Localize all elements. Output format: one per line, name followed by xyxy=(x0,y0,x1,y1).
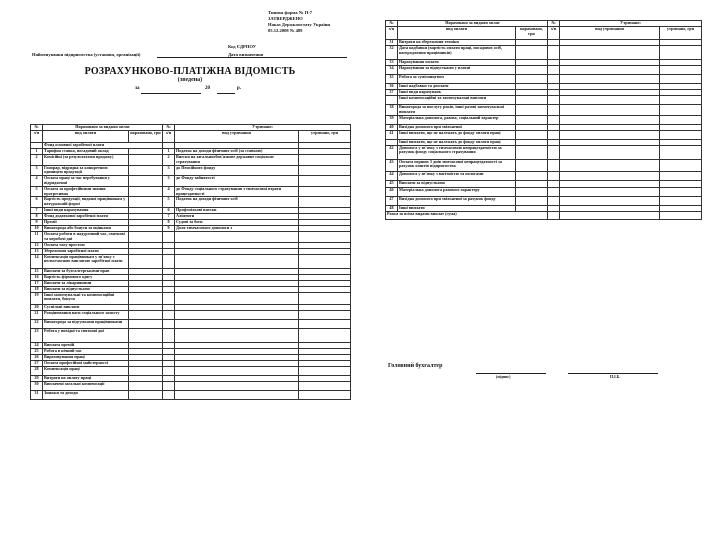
total-empty-cell xyxy=(560,211,660,219)
left-head-ded-no2: з/п xyxy=(163,131,175,143)
deduction-number: 4 xyxy=(163,186,175,197)
accrual-amount-cell[interactable] xyxy=(516,66,548,75)
accrual-type: Винагорода або бонуси за оцінками xyxy=(43,225,129,231)
deduction-number xyxy=(548,105,560,116)
deduction-number: 2 xyxy=(163,155,175,166)
deduction-type xyxy=(175,254,299,268)
signature-line[interactable] xyxy=(476,373,546,374)
table-row xyxy=(386,171,702,180)
row-number: 27 xyxy=(31,360,43,366)
row-number xyxy=(386,96,398,105)
table-row xyxy=(31,310,351,319)
deduction-amount-cell[interactable] xyxy=(660,130,702,139)
approved-line: ЗАТВЕРДЖЕНО xyxy=(268,16,303,21)
right-head-deduction-type: вид утримання xyxy=(560,27,660,40)
row-number: 11 xyxy=(31,231,43,242)
accrual-type: Вихідна допомога при звільненні за рахунок фонду xyxy=(398,196,516,205)
table-row xyxy=(386,159,702,171)
accrual-type: Допомога у зв'язку з тимчасовою непрацездатністю за рахунок фонду соціального страхування xyxy=(398,145,516,159)
order-date-line: 05.12.2008 № 489 xyxy=(268,28,303,33)
accrual-type: Виплати за відпустками xyxy=(43,286,129,292)
accrual-type: Комісійні (за результатами продажу) xyxy=(43,155,129,166)
row-number: 1 xyxy=(31,149,43,155)
deduction-type xyxy=(560,180,660,187)
row-number: 46 xyxy=(386,187,398,196)
left-head-accrual-type: вид оплати xyxy=(43,131,129,143)
deduction-amount-cell[interactable] xyxy=(299,390,351,399)
period-prefix: за xyxy=(135,86,140,91)
deduction-type xyxy=(175,366,299,375)
row-number: 28 xyxy=(31,366,43,375)
accrual-type: Винагорода за підсумками працівниками xyxy=(43,319,129,328)
table-row xyxy=(31,292,351,304)
deduction-number xyxy=(163,366,175,375)
deduction-amount-cell[interactable] xyxy=(660,180,702,187)
deduction-type xyxy=(175,292,299,304)
table-row xyxy=(31,366,351,375)
accrual-type: Вихідна допомога при звільненні xyxy=(398,124,516,130)
accrual-amount-cell[interactable] xyxy=(129,319,163,328)
accrual-amount-cell[interactable] xyxy=(516,130,548,139)
deduction-number xyxy=(163,381,175,390)
deduction-amount-cell[interactable] xyxy=(299,292,351,304)
accrual-type: Інші виплати xyxy=(398,205,516,211)
deduction-number: 3 xyxy=(163,176,175,187)
form-reference-note xyxy=(268,10,358,34)
accrual-amount-cell[interactable] xyxy=(516,75,548,84)
accrual-type: Витрати на збереження техніки xyxy=(398,40,516,46)
document-title: РОЗРАХУНКОВО-ПЛАТІЖНА ВІДОМІСТЬ xyxy=(84,66,296,77)
left-payroll-table xyxy=(30,124,351,400)
accrual-amount-cell[interactable] xyxy=(129,155,163,166)
accrual-type: Оплата професійної майстерності xyxy=(43,360,129,366)
accrual-type: Нарахування оплати xyxy=(398,60,516,66)
accrual-type: Вираховування праці xyxy=(43,354,129,360)
deduction-amount-cell[interactable] xyxy=(660,75,702,84)
accrual-type: Фонд додаткової заробітної плати xyxy=(43,213,129,219)
row-number: 35 xyxy=(386,75,398,84)
deduction-number xyxy=(548,115,560,124)
accrual-type: Компенсація працівникам у зв'язку з несвоєчасною виплатою заробітної плати xyxy=(43,254,129,268)
table-row xyxy=(386,187,702,196)
table-row xyxy=(386,180,702,187)
deduction-number: 6 xyxy=(163,207,175,213)
row-number: 31 xyxy=(386,40,398,46)
right-head-no: № xyxy=(386,21,398,27)
left-head-deducted-group: Утримано: xyxy=(175,125,351,131)
accrual-amount-cell[interactable] xyxy=(516,159,548,171)
accrual-type: Інші компенсаційні та заохочувальні виплати xyxy=(398,96,516,105)
deduction-number xyxy=(548,130,560,139)
deduction-amount-cell[interactable] xyxy=(660,96,702,105)
deduction-amount-cell[interactable] xyxy=(299,381,351,390)
row-number: 9 xyxy=(31,219,43,225)
deduction-type xyxy=(560,115,660,124)
table-row xyxy=(31,381,351,390)
form-number-line: Типова форма № П-7 xyxy=(268,10,313,15)
right-head-no2: з/п xyxy=(386,27,398,40)
deduction-type xyxy=(175,328,299,342)
deduction-number: 1 xyxy=(163,149,175,155)
deduction-amount-cell[interactable] xyxy=(660,196,702,205)
signature-block xyxy=(388,363,698,383)
accrual-amount-cell[interactable] xyxy=(516,180,548,187)
accrual-type: Нарахування за відпустками у платні xyxy=(398,66,516,75)
deduction-type: Внески на загальнообов'язкове державне соціальне страхування xyxy=(175,155,299,166)
row-number: 5 xyxy=(31,186,43,197)
deduction-type xyxy=(560,46,660,60)
row-number: 30 xyxy=(31,381,43,390)
deduction-type: до Пенсійного фонду xyxy=(175,165,299,176)
row-number: 34 xyxy=(386,66,398,75)
row-number: 37 xyxy=(386,90,398,96)
section-label: Фонд основної заробітної плати xyxy=(43,143,163,149)
table-row xyxy=(31,155,351,166)
row-number: 36 xyxy=(386,84,398,90)
row-number: 19 xyxy=(31,292,43,304)
accrual-type: Виплати за лікарняними xyxy=(43,280,129,286)
period-line xyxy=(135,86,255,94)
accrual-amount-cell[interactable] xyxy=(516,105,548,116)
deduction-type xyxy=(175,381,299,390)
row-number: 39 xyxy=(386,115,398,124)
period-year-field[interactable] xyxy=(217,93,235,94)
row-number: 32 xyxy=(386,46,398,60)
deduction-type xyxy=(560,196,660,205)
accrual-type: Матеріальна допомога, разова, соціальний характер xyxy=(398,115,516,124)
left-head-deduction-amount: утримано, грн xyxy=(299,131,351,143)
row-number: 12 xyxy=(31,242,43,248)
table-row xyxy=(31,319,351,328)
accrual-amount-cell[interactable] xyxy=(129,186,163,197)
accrual-type: Виплачені загальні компенсації xyxy=(43,381,129,390)
date-label: Дата визначення xyxy=(228,52,264,57)
accrual-type: Оплата за професійними знання прогресивна xyxy=(43,186,129,197)
row-number: 8 xyxy=(31,213,43,219)
edrpou-code-label: Код ЄДРПОУ xyxy=(228,44,257,49)
row-number: 15 xyxy=(31,268,43,274)
row-number: 6 xyxy=(31,197,43,208)
total-deduction-amount-cell[interactable] xyxy=(660,211,702,219)
chief-accountant-caption: Головний бухгалтер xyxy=(388,363,443,369)
table-row xyxy=(386,46,702,60)
accrual-type: Виплати за відпустками xyxy=(398,180,516,187)
deduction-number xyxy=(548,180,560,187)
row-number: 43 xyxy=(386,159,398,171)
row-number: 44 xyxy=(386,171,398,180)
accrual-amount-cell[interactable] xyxy=(516,196,548,205)
deduction-amount-cell[interactable] xyxy=(299,366,351,375)
accrual-type: Інші виплати, що не належать до фонду оплати праці xyxy=(398,139,516,145)
deduction-type xyxy=(560,105,660,116)
total-row xyxy=(386,211,702,219)
row-number: 40 xyxy=(386,124,398,130)
row-number: 33 xyxy=(386,60,398,66)
table-row xyxy=(31,186,351,197)
deduction-amount-cell[interactable] xyxy=(299,310,351,319)
right-head-accrual-amount: нараховано, грн xyxy=(516,27,548,40)
accrual-type: Вартість фірмового одягу xyxy=(43,274,129,280)
table-row xyxy=(31,176,351,187)
accrual-type: Інші види нарахувань xyxy=(398,90,516,96)
deduction-type xyxy=(560,145,660,159)
deduction-type xyxy=(560,96,660,105)
deduction-type: до Фонду зайнятості xyxy=(175,176,299,187)
right-head-ded-no2: з/п xyxy=(548,27,560,40)
right-head-deduction-amount: утримано, грн xyxy=(660,27,702,40)
full-name-caption: П.І.Б. xyxy=(610,374,621,379)
deduction-number xyxy=(163,231,175,242)
left-head-accrual-amount: нараховано, грн xyxy=(129,131,163,143)
deduction-amount-cell[interactable] xyxy=(660,145,702,159)
deduction-number xyxy=(548,159,560,171)
accrual-amount-cell[interactable] xyxy=(129,390,163,399)
accrual-type: Вартість продукції, виданої працівникам у натуральній формі xyxy=(43,197,129,208)
accrual-amount-cell[interactable] xyxy=(516,96,548,105)
right-payroll-table xyxy=(385,20,702,220)
accrual-amount-cell[interactable] xyxy=(516,187,548,196)
accrual-type: Оплата праці за час перебування у відрядженні xyxy=(43,176,129,187)
deduction-number xyxy=(548,66,560,75)
deduction-type: Податок на доходи фізичних осіб (за ставкою) xyxy=(175,149,299,155)
deduction-amount-cell[interactable] xyxy=(660,66,702,75)
table-row xyxy=(386,105,702,116)
left-head-ded-no: № xyxy=(163,125,175,131)
right-head-accrual-type: вид оплати xyxy=(398,27,516,40)
deduction-number xyxy=(548,171,560,180)
row-number: 10 xyxy=(31,225,43,231)
accrual-type: Компенсація праці xyxy=(43,366,129,375)
accrual-type: Витрати на оплату праці xyxy=(43,375,129,381)
left-head-deduction-type: вид утримання xyxy=(175,131,299,143)
deduction-number xyxy=(163,254,175,268)
accrual-type: Премії xyxy=(43,219,129,225)
accrual-type: Виплата премій xyxy=(43,342,129,348)
accrual-type: Матеріальна допомога разового характеру xyxy=(398,187,516,196)
deduction-amount-cell[interactable] xyxy=(660,105,702,116)
row-number: 29 xyxy=(31,375,43,381)
period-suffix: р. xyxy=(237,86,242,91)
deduction-type xyxy=(175,319,299,328)
deduction-amount-cell[interactable] xyxy=(660,46,702,60)
deduction-amount-cell[interactable] xyxy=(299,176,351,187)
deduction-number xyxy=(163,310,175,319)
right-head-ded-no: № xyxy=(548,21,560,27)
deduction-number xyxy=(548,75,560,84)
left-head-no2: з/п xyxy=(31,131,43,143)
deduction-number: 9 xyxy=(163,225,175,231)
table-row xyxy=(31,165,351,176)
deduction-type xyxy=(175,231,299,242)
deduction-amount-cell[interactable] xyxy=(299,328,351,342)
row-number: 4 xyxy=(31,176,43,187)
deduction-number: 8 xyxy=(163,219,175,225)
deduction-number xyxy=(548,96,560,105)
accrual-type: Суспільні виплати xyxy=(43,304,129,310)
row-number: 16 xyxy=(31,274,43,280)
row-number: 47 xyxy=(386,196,398,205)
table-row xyxy=(31,197,351,208)
period-year: 20 xyxy=(205,86,210,91)
left-head-accrued-group: Нараховано за видами оплат xyxy=(43,125,163,131)
row-number: 18 xyxy=(31,286,43,292)
deduction-number: 3 xyxy=(163,165,175,176)
deduction-amount-cell[interactable] xyxy=(299,197,351,208)
right-head-accrued-group: Нараховано за видами оплат xyxy=(398,21,548,27)
row-number: 17 xyxy=(31,280,43,286)
deduction-number: 7 xyxy=(163,213,175,219)
accrual-type: Дата надбавки (вартість оплати праці, посадових осіб, нагородження працівників) xyxy=(398,46,516,60)
deduction-number xyxy=(163,319,175,328)
organization-underline xyxy=(157,57,347,58)
deduction-number xyxy=(548,196,560,205)
row-number: 42 xyxy=(386,145,398,159)
right-head-deducted-group: Утримано: xyxy=(560,21,702,27)
deduction-type xyxy=(175,310,299,319)
row-number: 23 xyxy=(31,328,43,342)
table-row xyxy=(31,254,351,268)
table-row xyxy=(386,96,702,105)
deduction-type xyxy=(560,66,660,75)
row-number: 24 xyxy=(31,342,43,348)
deduction-amount-cell[interactable] xyxy=(660,115,702,124)
accrual-amount-cell[interactable] xyxy=(129,176,163,187)
accrual-amount-cell[interactable] xyxy=(516,115,548,124)
table-row xyxy=(386,115,702,124)
accrual-type: Допомога у зв'язку з вагітністю та пологами xyxy=(398,171,516,180)
accrual-type: Інші заохочувальні та компенсаційні виплати, бонуси xyxy=(43,292,129,304)
accrual-amount-cell[interactable] xyxy=(129,254,163,268)
accrual-amount-cell[interactable] xyxy=(516,171,548,180)
organization-block xyxy=(32,46,352,58)
deduction-number xyxy=(548,46,560,60)
row-number: 14 xyxy=(31,254,43,268)
deduction-amount-cell[interactable] xyxy=(299,254,351,268)
document-subtitle: (зведена) xyxy=(177,77,203,83)
accrual-type: Робота у вихідні та святкові дні xyxy=(43,328,129,342)
deduction-type xyxy=(560,159,660,171)
organization-name-caption: Найменування підприємства (установи, організації) xyxy=(32,52,141,57)
row-number: 13 xyxy=(31,248,43,254)
deduction-number xyxy=(163,328,175,342)
deduction-amount-cell[interactable] xyxy=(299,319,351,328)
deduction-type xyxy=(560,130,660,139)
row-number: 25 xyxy=(31,348,43,354)
accrual-amount-cell[interactable] xyxy=(129,165,163,176)
accrual-type: Інші надбавки та доплати xyxy=(398,84,516,90)
accrual-amount-cell[interactable] xyxy=(129,381,163,390)
row-number: 22 xyxy=(31,319,43,328)
accrual-amount-cell[interactable] xyxy=(129,231,163,242)
accrual-type: Робота в нічний час xyxy=(43,348,129,354)
accrual-amount-cell[interactable] xyxy=(129,328,163,342)
table-row xyxy=(31,231,351,242)
row-number: 45 xyxy=(386,180,398,187)
table-row xyxy=(386,196,702,205)
deduction-number xyxy=(163,390,175,399)
accrual-amount-cell[interactable] xyxy=(516,46,548,60)
row-number: 48 xyxy=(386,205,398,211)
accrual-type: Робота за сумісництвом xyxy=(398,75,516,84)
row-number: 38 xyxy=(386,105,398,116)
table-row xyxy=(386,130,702,139)
deduction-type xyxy=(560,187,660,196)
accrual-amount-cell[interactable] xyxy=(516,145,548,159)
left-head-no: № xyxy=(31,125,43,131)
accrual-type: Знижки та доходи xyxy=(43,390,129,399)
deduction-number xyxy=(548,187,560,196)
row-number: 7 xyxy=(31,207,43,213)
accrual-type: Збереження заробітної плати xyxy=(43,248,129,254)
accrual-type: Інші виплати, що не належать до фонду оплати праці xyxy=(398,130,516,139)
deduction-amount-cell[interactable] xyxy=(660,171,702,180)
accrual-type: Тарифна ставка, посадовий оклад xyxy=(43,149,129,155)
accrual-type: Інші види нарахування xyxy=(43,207,129,213)
accrual-type: Оплата часу простою xyxy=(43,242,129,248)
deduction-type: Податок на доходи фізичних осіб xyxy=(175,197,299,208)
row-number: 20 xyxy=(31,304,43,310)
accrual-type: Гонорар, відрядна за конкретною одиницею продукції xyxy=(43,165,129,176)
accrual-type: Оплата перших 5 днів тимчасової непрацездатності за рахунок коштів підприємства xyxy=(398,159,516,171)
deduction-amount-cell[interactable] xyxy=(299,186,351,197)
row-number: 2 xyxy=(31,155,43,166)
accrual-type: Виплати за бухгалтерськими прав xyxy=(43,268,129,274)
accrual-amount-cell[interactable] xyxy=(129,197,163,208)
row-number: 26 xyxy=(31,354,43,360)
deduction-amount-cell[interactable] xyxy=(660,159,702,171)
table-row xyxy=(31,328,351,342)
accrual-type: Винагорода за вислугу років, інші разові заохочувальні виплати xyxy=(398,105,516,116)
table-row xyxy=(31,390,351,399)
period-month-field[interactable] xyxy=(141,93,201,94)
deduction-number xyxy=(163,292,175,304)
deduction-type xyxy=(175,390,299,399)
deduction-type xyxy=(560,171,660,180)
total-label: Разом за всіма видами виплат (сума) xyxy=(386,211,548,219)
deduction-number: 5 xyxy=(163,197,175,208)
accrual-amount-cell[interactable] xyxy=(129,366,163,375)
deduction-type: Аліменти xyxy=(175,213,299,219)
deduction-amount-cell[interactable] xyxy=(299,231,351,242)
accrual-amount-cell[interactable] xyxy=(129,292,163,304)
row-number: 3 xyxy=(31,165,43,176)
signature-caption: (підпис) xyxy=(496,374,511,379)
total-empty-cell xyxy=(548,211,560,219)
row-number: 21 xyxy=(31,310,43,319)
accrual-type: Розцінювання ваги соціального захисту xyxy=(43,310,129,319)
deduction-type: Профспілкові внески xyxy=(175,207,299,213)
row-number: 31 xyxy=(31,390,43,399)
deduction-type xyxy=(560,75,660,84)
table-row xyxy=(386,75,702,84)
accrual-type: Оплата роботи в надурочний час, святкові та неробочі дні xyxy=(43,231,129,242)
deduction-type: до Фонду соціального страхування з тимчасової втрати працездатності xyxy=(175,186,299,197)
deduction-type: Судові за боги xyxy=(175,219,299,225)
accrual-amount-cell[interactable] xyxy=(129,310,163,319)
deduction-number xyxy=(548,145,560,159)
deduction-amount-cell[interactable] xyxy=(299,165,351,176)
order-line: Наказ Держкомстату України xyxy=(268,22,331,27)
deduction-amount-cell[interactable] xyxy=(299,155,351,166)
deduction-amount-cell[interactable] xyxy=(660,187,702,196)
deduction-type: Доля тимчасового допомоги з xyxy=(175,225,299,231)
table-row xyxy=(386,66,702,75)
row-number: 41 xyxy=(386,130,398,139)
table-row xyxy=(386,145,702,159)
